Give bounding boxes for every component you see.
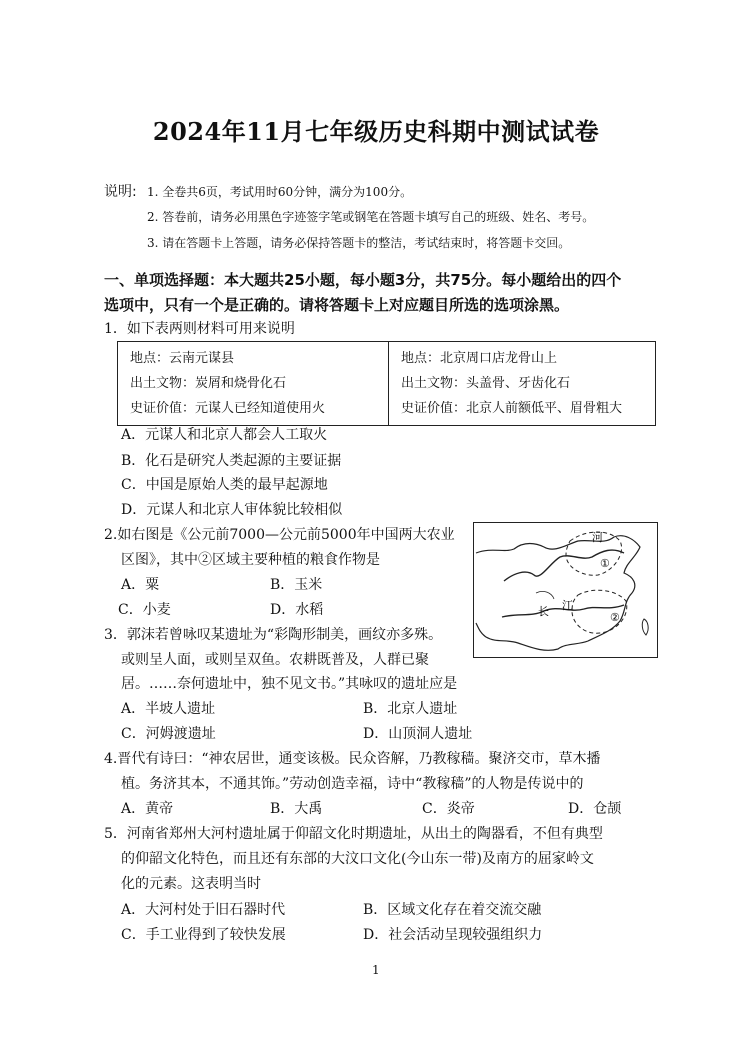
china-map-outline <box>474 523 657 657</box>
note-item-3: 3. 请在答题卡上答题，请务必保持答题卡的整洁，考试结束时，将答题卡交回。 <box>147 236 571 250</box>
material-right-line: 地点：北京周口店龙骨山上 <box>401 351 558 366</box>
material-left-cell <box>118 342 389 426</box>
question-1-option-d: D．元谋人和北京人审体貌比较相似 <box>121 502 343 518</box>
material-right-line: 史证价值：北京人前额低平、眉骨粗大 <box>401 401 623 416</box>
question-5-option-d: D．社会活动呈现较强组织力 <box>363 927 543 943</box>
page-number: 1 <box>372 963 380 977</box>
question-3-option-c: C．河姆渡遗址 <box>121 726 216 742</box>
note-item-1: 1. 全卷共6页，考试用时60分钟，满分为100分。 <box>147 185 413 199</box>
agriculture-regions-map <box>473 522 658 658</box>
question-1-option-a: A．元谋人和北京人都会人工取火 <box>121 427 328 443</box>
material-left-line: 史证价值：元谋人已经知道使用火 <box>130 401 326 416</box>
question-2-option-a: A．粟 <box>121 577 160 593</box>
map-region-label: ① <box>600 557 610 570</box>
question-4-option-a: A．黄帝 <box>121 801 174 817</box>
material-right-line: 出土文物：头盖骨、牙齿化石 <box>401 376 571 391</box>
notes-label: 说明: <box>104 184 137 200</box>
question-3-option-d: D．山顶洞人遗址 <box>363 726 473 742</box>
question-4-option-c: C．炎帝 <box>422 801 475 817</box>
question-5-option-b: B．区域文化存在着交流交融 <box>363 902 542 918</box>
question-4-option-b: B．大禹 <box>270 801 323 817</box>
question-1-option-c: C．中国是原始人类的最早起源地 <box>121 477 328 493</box>
map-river-label: 河 <box>592 531 603 544</box>
page-title: 2024年11月七年级历史科期中测试试卷 <box>152 117 600 146</box>
question-2-stem-line-2: 区图》，其中②区域主要种植的粮食作物是 <box>121 552 380 568</box>
question-1-material-table <box>117 341 656 426</box>
map-river-label: 江 <box>562 599 573 612</box>
question-3-line-1: 3．郭沫若曾咏叹某遗址为“彩陶形制美，画纹亦多殊。 <box>104 627 443 643</box>
material-left-line: 出土文物：炭屑和烧骨化石 <box>130 376 287 391</box>
question-2-option-d: D．水稻 <box>270 602 324 618</box>
material-left-line: 地点：云南元谋县 <box>130 351 235 366</box>
question-5-option-c: C．手工业得到了较快发展 <box>121 927 286 943</box>
question-3-option-a: A．半坡人遗址 <box>121 701 216 717</box>
question-1-stem: 1．如下表两则材料可用来说明 <box>104 321 295 337</box>
map-region-label: ② <box>610 611 620 624</box>
question-1-option-b: B．化石是研究人类起源的主要证据 <box>121 453 342 469</box>
question-4-line-1: 4.晋代有诗曰：“神农居世，通变该极。民众咨解，乃教稼穑。聚济交市，草木播 <box>104 751 601 767</box>
note-item-2: 2. 答卷前，请务必用黑色字迹签字笔或钢笔在答题卡填写自己的班级、姓名、考号。 <box>147 210 595 224</box>
question-2-option-c: C．小麦 <box>118 602 171 618</box>
map-river-label: 长 <box>538 605 549 618</box>
question-4-line-2: 植。务济其本，不通其饰。”劳动创造幸福，诗中“教稼穑”的人物是传说中的 <box>121 776 584 792</box>
question-5-line-3: 化的元素。这表明当时 <box>121 876 261 892</box>
section-heading-line-2: 选项中，只有一个是正确的。请将答题卡上对应题目所选的选项涂黑。 <box>104 296 570 314</box>
question-3-line-2: 或则呈人面，或则呈双鱼。农耕既普及，人群已聚 <box>121 652 429 668</box>
question-5-line-2: 的仰韶文化特色，而且还有东部的大汶口文化(今山东一带)及南方的屈家岭文 <box>121 851 594 867</box>
question-2-option-b: B．玉米 <box>270 577 323 593</box>
question-4-option-d: D．仓颉 <box>568 801 622 817</box>
question-5-option-a: A．大河村处于旧石器时代 <box>121 902 286 918</box>
question-3-option-b: B．北京人遗址 <box>363 701 458 717</box>
section-heading-line-1: 一、单项选择题：本大题共25小题，每小题3分，共75分。每小题给出的四个 <box>104 271 622 289</box>
question-3-line-3: 居。……奈何遗址中，独不见文书。”其咏叹的遗址应是 <box>121 676 458 692</box>
question-2-stem-line-1: 2.如右图是《公元前7000—公元前5000年中国两大农业 <box>104 527 455 543</box>
question-5-line-1: 5．河南省郑州大河村遗址属于仰韶文化时期遗址，从出土的陶器看，不但有典型 <box>104 826 603 842</box>
material-right-cell <box>389 342 656 426</box>
